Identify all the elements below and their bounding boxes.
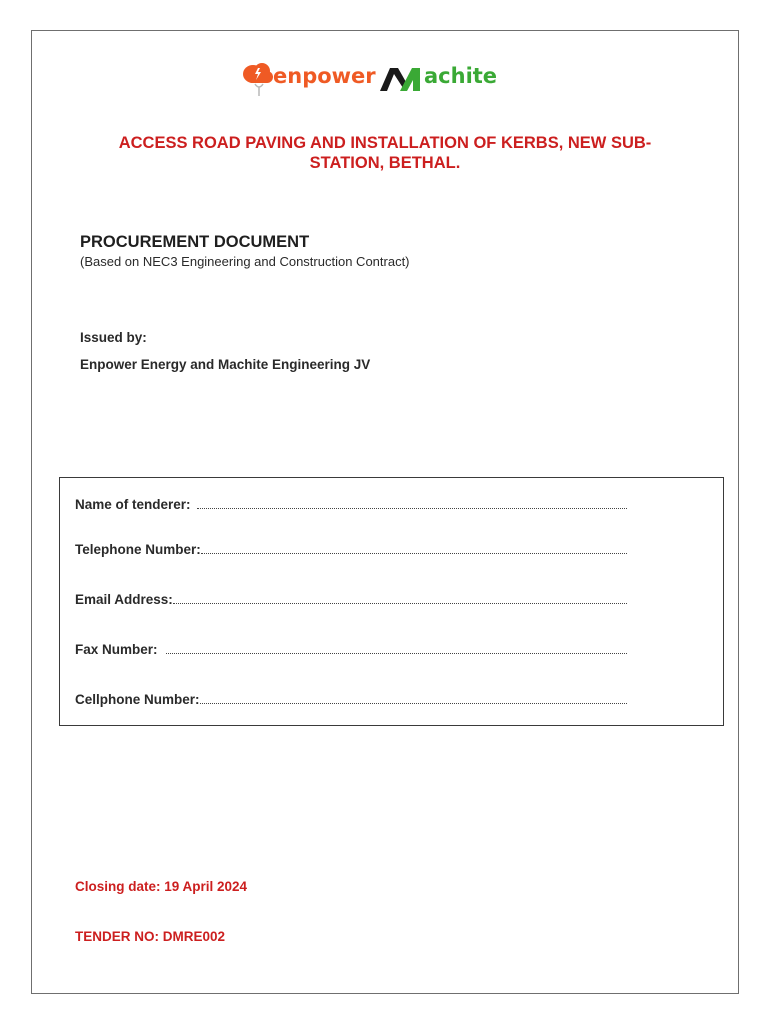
document-subtype: (Based on NEC3 Engineering and Construction Contract) bbox=[80, 254, 410, 269]
document-title bbox=[60, 133, 710, 173]
logo-text-left: enpower bbox=[273, 64, 376, 88]
title-line-1: ACCESS ROAD PAVING AND INSTALLATION OF KERBS, NEW SUB- bbox=[118, 134, 652, 152]
title-line-2: STATION, BETHAL. bbox=[309, 154, 461, 172]
field-label: Email Address: bbox=[75, 592, 173, 607]
issuer-name: Enpower Energy and Machite Engineering JV bbox=[80, 357, 371, 372]
field-label: Name of tenderer: bbox=[75, 497, 191, 512]
closing-date: Closing date: 19 April 2024 bbox=[75, 879, 248, 894]
tenderer-details-box bbox=[59, 477, 724, 726]
logo-text-right: achite bbox=[424, 64, 498, 88]
issued-by-label: Issued by: bbox=[80, 330, 147, 345]
document-type: PROCUREMENT DOCUMENT bbox=[80, 233, 310, 251]
cloud-bulb-icon bbox=[243, 63, 273, 96]
field-label: Telephone Number: bbox=[75, 542, 201, 557]
field-email-address bbox=[75, 592, 627, 607]
fill-in-line[interactable] bbox=[197, 507, 627, 509]
field-label: Fax Number: bbox=[75, 642, 158, 657]
fill-in-line[interactable] bbox=[201, 552, 627, 554]
m-mark-icon bbox=[380, 68, 420, 91]
fill-in-line[interactable] bbox=[173, 602, 627, 604]
tender-number: TENDER NO: DMRE002 bbox=[75, 929, 226, 944]
field-telephone-number bbox=[75, 542, 627, 557]
field-name-of-tenderer bbox=[75, 497, 627, 512]
fill-in-line[interactable] bbox=[166, 652, 627, 654]
field-fax-number bbox=[75, 642, 627, 657]
company-logo bbox=[240, 58, 532, 106]
field-cellphone-number bbox=[75, 692, 627, 707]
fill-in-line[interactable] bbox=[200, 702, 627, 704]
field-label: Cellphone Number: bbox=[75, 692, 200, 707]
